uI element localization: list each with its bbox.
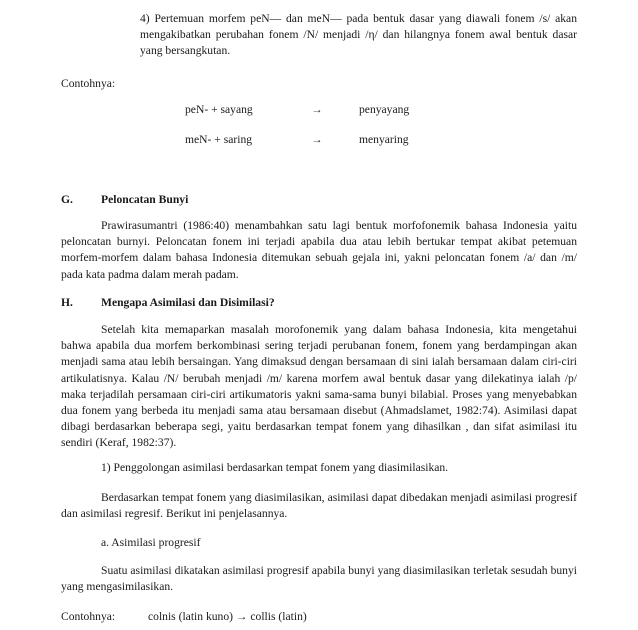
- arrow-icon: →: [311, 103, 323, 116]
- section-h-paragraph-3: Suatu asimilasi dikatakan asimilasi progresif apabila bunyi yang diasimilasikan terletak sesudah bunyi yang mengasimilasikan.: [61, 564, 577, 594]
- section-h-paragraph-2: Berdasarkan tempat fonem yang diasimilasikan, asimilasi dapat dibedakan menjadi asimilasi progresif dan asimilasi regresif. Berikut ini penjelasannya.: [61, 491, 577, 521]
- subheading-2: a. Asimilasi progresif: [101, 536, 201, 549]
- example-2-text: colnis (latin kuno) → collis (latin): [148, 610, 307, 623]
- example-row-1-right: penyayang: [359, 103, 410, 116]
- arrow-icon: →: [311, 133, 323, 146]
- section-g-paragraph: Prawirasumantri (1986:40) menambahkan satu lagi bentuk morfofonemik bahasa Indonesia yaitu peloncatan burnyi. Peloncatan fonem ini terjadi apabila dua atau lebih bertukar tempat akibat petemuan morfem-morfem dalam bahasa Indonesia ditemukan sebuah gejala ini, yakni peloncatan fonem /a/ dan /m/ pada kata padma dalam merah padam.: [61, 219, 577, 281]
- section-h-paragraph-1: Setelah kita memaparkan masalah morofonemik yang dalam bahasa Indonesia, kita mengetahui bahwa apabila dua morfem berkombinasi sering terjadi perubanan fonem, fonem yang berdampingan akan menjadi sama atau lebih bersaingan. Yang dimaksud dengan bersamaan di sini ialah bersamaan dalam ciri-ciri artikulatisnya. Kalau /N/ berubah menjadi /m/ karena morfem awal bentuk dasar yang dilekatinya ialah /p/ maka terjadilah persamaan ciri-ciri artikumatoris yakni sama-sama bunyi bilabial. Proses yang menyebabkan dua fonem yang berbeda itu menjadi sama atau bersamaan disebut (Ahmadslamet, 1982:74). Asimilasi dapat dibagi berdasarkan beberapa segi, yaitu berdasarkan tempat fonem yang dihasilkan , dan sifat asimilasi itu sendiri (Keraf, 1982:37).: [61, 323, 577, 450]
- section-h-letter: H.: [61, 296, 73, 309]
- example-label-2: Contohnya:: [61, 610, 116, 623]
- example-label: Contohnya:: [61, 77, 116, 90]
- list-item-4: 4) Pertemuan morfem peN— dan meN— pada bentuk dasar yang diawali fonem /s/ akan mengakibatkan perubahan fonem /N/ menjadi /η/ dan hilangnya fonem awal bentuk dasar yang bersangkutan.: [140, 12, 577, 58]
- subheading-1: 1) Penggolongan asimilasi berdasarkan tempat fonem yang diasimilasikan.: [101, 461, 449, 474]
- section-g-letter: G.: [61, 193, 73, 206]
- example-row-1-left: peN- + sayang: [185, 103, 253, 116]
- example-row-2-right: menyaring: [359, 133, 409, 146]
- example-row-2-left: meN- + saring: [185, 133, 253, 146]
- section-h-title: Mengapa Asimilasi dan Disimilasi?: [101, 296, 275, 309]
- section-g-title: Peloncatan Bunyi: [101, 193, 189, 206]
